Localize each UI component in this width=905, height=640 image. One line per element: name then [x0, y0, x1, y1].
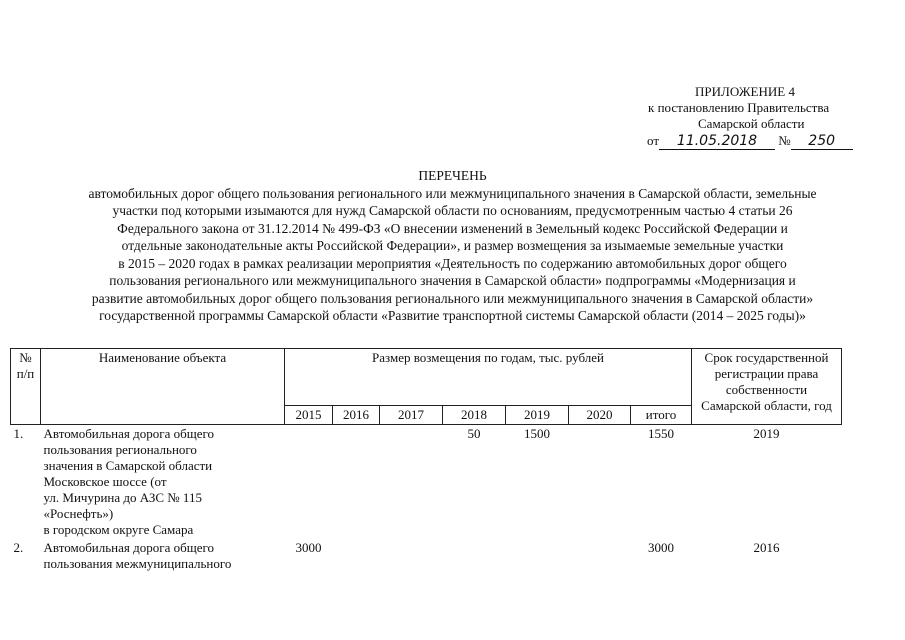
row-value: 3000 [295, 540, 322, 555]
row-value [443, 539, 506, 573]
header-num: № п/п [11, 349, 41, 425]
row-value [506, 539, 569, 573]
handwritten-date: 11.05.2018 [659, 133, 775, 150]
row-term: 2019 [753, 426, 780, 441]
heading-line: государственной программы Самарской области «Развитие транспортной системы Самарской области (2014 – 2025 годы)» [99, 308, 806, 323]
document-heading [0, 167, 905, 325]
header-year: 2015 [285, 406, 333, 425]
row-value [333, 539, 380, 573]
row-name-line: «Роснефть») [43, 506, 114, 521]
row-name-line: пользования межмуниципального [43, 556, 232, 571]
row-value [380, 539, 443, 573]
number-label: № [778, 133, 791, 148]
heading-line: в 2015 – 2020 годах в рамках реализации мероприятия «Деятельность по содержанию автомобильных дорог общего [118, 255, 787, 271]
heading-title: ПЕРЕЧЕНЬ [418, 168, 487, 183]
row-value: 50 [467, 426, 481, 441]
row-num: 2. [13, 540, 24, 555]
row-name-line: в городском округе Самара [43, 522, 194, 537]
table-row [11, 425, 842, 540]
row-total: 3000 [648, 540, 674, 555]
row-name-line: ул. Мичурина до АЗС № 115 [43, 490, 202, 505]
header-year: 2019 [506, 406, 569, 425]
heading-line: участки под которыми изымаются для нужд Самарской области по основаниям, предусмотренным частью 4 статьи 26 [112, 203, 793, 218]
row-value [569, 539, 631, 573]
header-year: 2017 [380, 406, 443, 425]
row-total: 1550 [648, 426, 674, 441]
appendix-line2: к постановлению Правительства [648, 100, 830, 115]
handwritten-number: 250 [791, 133, 853, 150]
row-term: 2016 [753, 540, 780, 555]
heading-line: Федерального закона от 31.12.2014 № 499-ФЗ «О внесении изменений в Земельный кодекс Российской Федерации и [117, 220, 788, 236]
heading-line: пользования регионального или межмуниципального значения в Самарской области» подпрограммы «Модернизация и [109, 273, 796, 288]
row-name [41, 425, 285, 540]
objects-table [10, 348, 842, 573]
header-size: Размер возмещения по годам, тыс. рублей [285, 349, 692, 406]
heading-line: автомобильных дорог общего пользования регионального или межмуниципального значения в Самарской области, земельные [88, 185, 817, 201]
table-row [11, 539, 842, 573]
row-value [569, 425, 631, 540]
row-value: 1500 [524, 426, 550, 441]
appendix-date-line [647, 133, 853, 150]
row-name-line: значения в Самарской области [43, 458, 213, 473]
appendix-line3: Самарской области [698, 116, 805, 131]
row-value [333, 425, 380, 540]
header-year: 2020 [569, 406, 631, 425]
row-name-line: Автомобильная дорога общего [43, 540, 215, 555]
header-year: 2018 [443, 406, 506, 425]
heading-line: развитие автомобильных дорог общего пользования регионального или межмуниципального значения в Самарской области» [91, 290, 814, 306]
row-num: 1. [13, 426, 24, 441]
heading-line: отдельные законодательные акты Российской Федерации», и размер возмещения за изымаемые земельные участки [121, 238, 784, 253]
appendix-title: ПРИЛОЖЕНИЕ 4 [695, 84, 795, 99]
header-total: итого [631, 406, 692, 425]
header-name: Наименование объекта [41, 349, 285, 425]
row-name-line: пользования регионального [43, 442, 197, 457]
row-value [380, 425, 443, 540]
row-name-line: Автомобильная дорога общего [43, 426, 215, 441]
row-name [41, 539, 285, 573]
header-term: Срок государственной регистрации права собственности Самарской области, год [692, 349, 842, 425]
row-name-line: Московское шоссе (от [43, 474, 167, 489]
from-label: от [647, 133, 660, 148]
header-year: 2016 [333, 406, 380, 425]
row-value [285, 425, 333, 540]
